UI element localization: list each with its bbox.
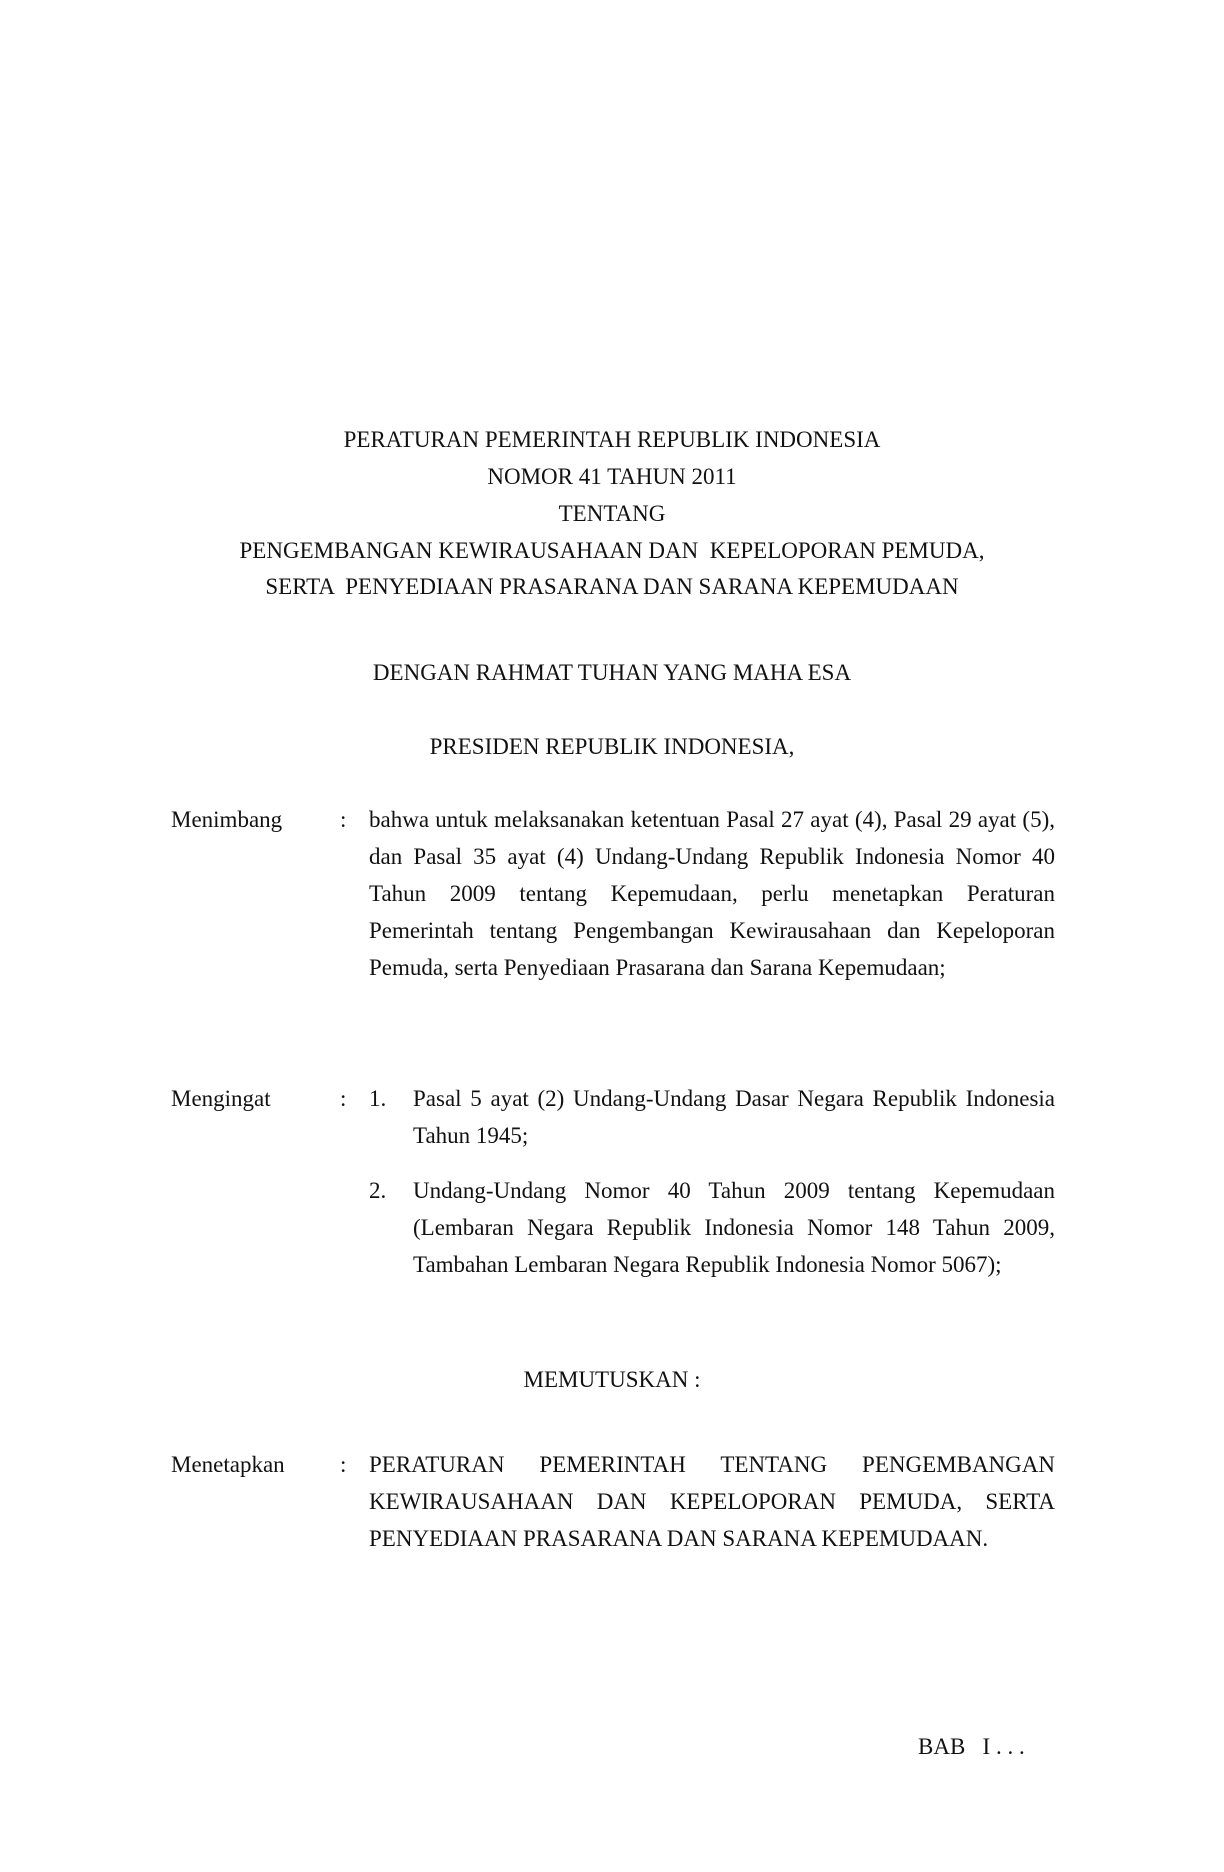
mengingat-item-1-text: Pasal 5 ayat (2) Undang-Undang Dasar Negara Republik Indonesia Tahun 1945; <box>413 1086 1055 1148</box>
president-heading: PRESIDEN REPUBLIK INDONESIA, <box>429 734 795 759</box>
mengingat-item-1-number: 1. <box>369 1086 387 1111</box>
menimbang-colon: : <box>340 807 347 832</box>
title-line-5: SERTA PENYEDIAAN PRASARANA DAN SARANA KEPEMUDAAN <box>265 574 959 599</box>
title-line-4: PENGEMBANGAN KEWIRAUSAHAAN DAN KEPELOPORAN PEMUDA, <box>239 538 985 563</box>
mengingat-item-2-text: Undang-Undang Nomor 40 Tahun 2009 tentang Kepemudaan (Lembaran Negara Republik Indonesia Nomor 148 Tahun 2009, Tambahan Lembaran Negara Republik Indonesia Nomor 5067); <box>413 1178 1055 1277</box>
title-line-2: NOMOR 41 TAHUN 2011 <box>487 464 737 489</box>
next-page-catchword: BAB I . . . <box>918 1734 1025 1759</box>
menetapkan-text: PERATURAN PEMERINTAH TENTANG PENGEMBANGAN KEWIRAUSAHAAN DAN KEPELOPORAN PEMUDA, SERTA PENYEDIAAN PRASARANA DAN SARANA KEPEMUDAAN. <box>369 1452 1055 1551</box>
menimbang-text: bahwa untuk melaksanakan ketentuan Pasal 27 ayat (4), Pasal 29 ayat (5), dan Pasal 35 ayat (4) Undang-Undang Republik Indonesia Nomor 40 Tahun 2009 tentang Kepemudaan, perlu menetapkan Peraturan Pemerintah tentang Pengembangan Kewirausahaan dan Kepeloporan Pemuda, serta Penyediaan Prasarana dan Sarana Kepemudaan; <box>369 807 1055 980</box>
menetapkan-colon: : <box>340 1452 347 1477</box>
title-line-1: PERATURAN PEMERINTAH REPUBLIK INDONESIA <box>343 427 881 452</box>
title-line-3: TENTANG <box>558 501 666 526</box>
mengingat-colon: : <box>340 1086 347 1111</box>
menetapkan-label: Menetapkan <box>171 1452 285 1477</box>
mengingat-label: Mengingat <box>171 1086 271 1111</box>
memutuskan-heading: MEMUTUSKAN : <box>523 1367 701 1392</box>
mengingat-item-2-number: 2. <box>369 1178 387 1203</box>
menimbang-label: Menimbang <box>171 807 283 832</box>
invocation: DENGAN RAHMAT TUHAN YANG MAHA ESA <box>372 660 852 685</box>
